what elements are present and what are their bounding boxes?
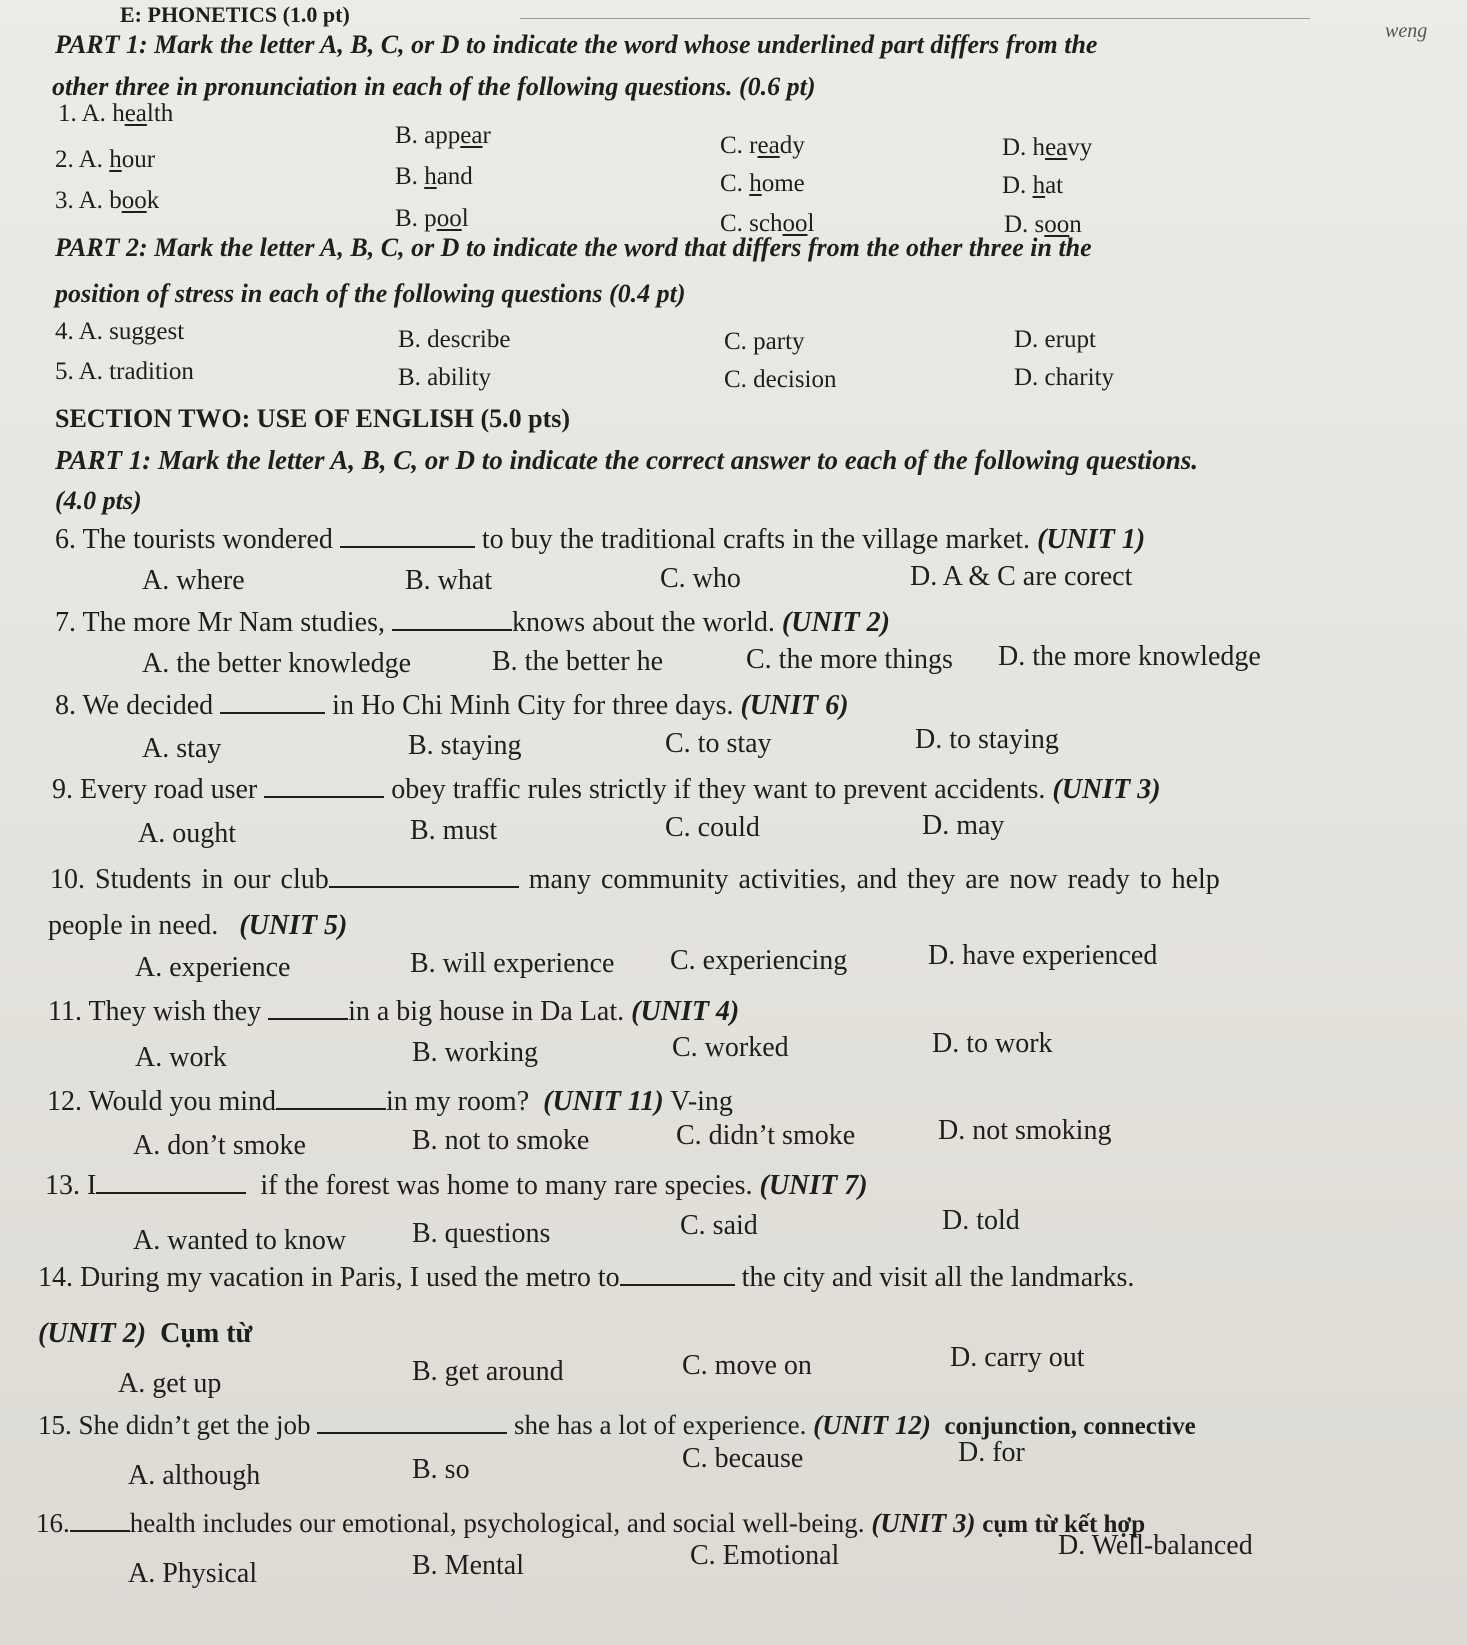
q15-option-d: D. for (958, 1437, 1025, 1468)
q7-option-d: D. the more knowledge (998, 641, 1261, 672)
q6-option-d: D. A & C are corect (910, 561, 1133, 592)
q5-option-a: 5. A. tradition (55, 358, 194, 385)
q14-option-c: C. move on (682, 1350, 812, 1381)
q14-stem: 14. During my vacation in Paris, I used the metro to the city and visit all the landmarks. (38, 1262, 1135, 1293)
q6-option-b: B. what (405, 565, 493, 596)
q16-option-b: B. Mental (412, 1550, 524, 1581)
q7-stem: 7. The more Mr Nam studies, knows about the world. (UNIT 2) (55, 607, 890, 638)
q8-option-d: D. to staying (915, 724, 1059, 755)
q7-option-b: B. the better he (492, 646, 664, 677)
q4-option-a: 4. A. suggest (55, 318, 185, 345)
q3-option-d: D. soon (1004, 211, 1082, 238)
q12-option-c: C. didn’t smoke (676, 1120, 856, 1151)
q3-option-c: C. school (720, 210, 815, 237)
q9-stem: 9. Every road user obey traffic rules strictly if they want to prevent accidents. (UNIT 3) (52, 774, 1161, 805)
q6-option-c: C. who (660, 563, 741, 594)
q16-option-a: A. Physical (128, 1558, 258, 1589)
q12-option-b: B. not to smoke (412, 1125, 590, 1156)
q11-option-b: B. working (412, 1037, 538, 1068)
q16-option-c: C. Emotional (690, 1540, 840, 1571)
q4-option-b: B. describe (398, 326, 511, 353)
q2-option-a: 2. A. hour (55, 146, 156, 173)
q1-option-d: D. heavy (1002, 134, 1093, 161)
part2-heading-line2: position of stress in each of the following questions (0.4 pt) (55, 279, 686, 308)
q5-option-d: D. charity (1014, 364, 1114, 391)
q12-option-a: A. don’t smoke (133, 1130, 306, 1161)
q15-option-c: C. because (682, 1443, 804, 1474)
q10-option-b: B. will experience (410, 948, 615, 979)
q10-option-c: C. experiencing (670, 945, 848, 976)
q16-stem: 16. health includes our emotional, psychological, and social well-being. (UNIT 3) cụm từ kết hợp (36, 1508, 1146, 1538)
q6-stem: 6. The tourists wondered to buy the traditional crafts in the village market. (UNIT 1) (55, 524, 1146, 555)
q8-stem: 8. We decided in Ho Chi Minh City for three days. (UNIT 6) (55, 690, 849, 721)
section-two-title: SECTION TWO: USE OF ENGLISH (5.0 pts) (55, 404, 571, 433)
q14-option-b: B. get around (412, 1356, 564, 1387)
q13-option-d: D. told (942, 1205, 1020, 1236)
q10-option-d: D. have experienced (928, 940, 1158, 971)
q1-option-c: C. ready (720, 132, 805, 159)
q12-option-d: D. not smoking (938, 1115, 1112, 1146)
q15-option-a: A. although (128, 1460, 261, 1491)
q8-option-a: A. stay (142, 733, 222, 764)
q2-option-c: C. home (720, 170, 805, 197)
q15-stem: 15. She didn’t get the job she has a lot of experience. (UNIT 12) conjunction, connective (38, 1410, 1196, 1440)
q9-option-d: D. may (922, 810, 1005, 841)
q16-option-d: D. Well-balanced (1058, 1530, 1253, 1561)
q8-option-c: C. to stay (665, 728, 772, 759)
q5-option-c: C. decision (724, 366, 837, 393)
q10-stem-line2: people in need. (UNIT 5) (48, 910, 348, 941)
q11-stem: 11. They wish they in a big house in Da Lat. (UNIT 4) (48, 996, 740, 1027)
part1-heading-line1: PART 1: Mark the letter A, B, C, or D to indicate the word whose underlined part differs from the (55, 30, 1098, 59)
part1-heading-line2: other three in pronunciation in each of the following questions. (0.6 pt) (52, 72, 816, 101)
q13-option-b: B. questions (412, 1218, 551, 1249)
q3-option-a: 3. A. book (55, 187, 160, 214)
part2-heading-line1: PART 2: Mark the letter A, B, C, or D to indicate the word that differs from the other three in the (55, 233, 1092, 262)
q10-option-a: A. experience (135, 952, 291, 983)
q2-option-d: D. hat (1002, 172, 1064, 199)
q1-option-a: 1. A. health (58, 100, 174, 127)
header-rule (520, 18, 1310, 19)
q5-option-b: B. ability (398, 364, 492, 391)
q14-option-a: A. get up (118, 1368, 222, 1399)
q3-option-b: B. pool (395, 205, 469, 232)
section2-part1-heading-line2: (4.0 pts) (55, 486, 142, 515)
q6-option-a: A. where (142, 565, 245, 596)
q13-option-a: A. wanted to know (133, 1225, 347, 1256)
q8-option-b: B. staying (408, 730, 522, 761)
q11-option-a: A. work (135, 1042, 227, 1073)
q9-option-a: A. ought (138, 818, 236, 849)
section2-part1-heading-line1: PART 1: Mark the letter A, B, C, or D to indicate the correct answer to each of the following questions. (55, 445, 1199, 475)
q15-option-b: B. so (412, 1454, 470, 1485)
q2-option-b: B. hand (395, 163, 473, 190)
q13-stem: 13. I if the forest was home to many rare species. (UNIT 7) (45, 1170, 868, 1201)
q7-option-a: A. the better knowledge (142, 648, 412, 679)
q9-option-c: C. could (665, 812, 760, 843)
q1-option-b: B. appear (395, 122, 491, 149)
section-one-title: E: PHONETICS (1.0 pt) (120, 2, 350, 27)
q10-stem: 10. Students in our club many community activities, and they are now ready to help (50, 864, 1220, 895)
q4-option-c: C. party (724, 328, 805, 355)
q13-option-c: C. said (680, 1210, 758, 1241)
q14-option-d: D. carry out (950, 1342, 1085, 1373)
q11-option-d: D. to work (932, 1028, 1053, 1059)
q12-stem: 12. Would you mind in my room? (UNIT 11) V-ing (47, 1086, 733, 1117)
handwritten-note: weng (1385, 20, 1428, 42)
q14-stem-line2: (UNIT 2) Cụm từ (38, 1318, 253, 1349)
q7-option-c: C. the more things (746, 644, 953, 675)
q11-option-c: C. worked (672, 1032, 789, 1063)
q9-option-b: B. must (410, 815, 498, 846)
q4-option-d: D. erupt (1014, 326, 1096, 353)
